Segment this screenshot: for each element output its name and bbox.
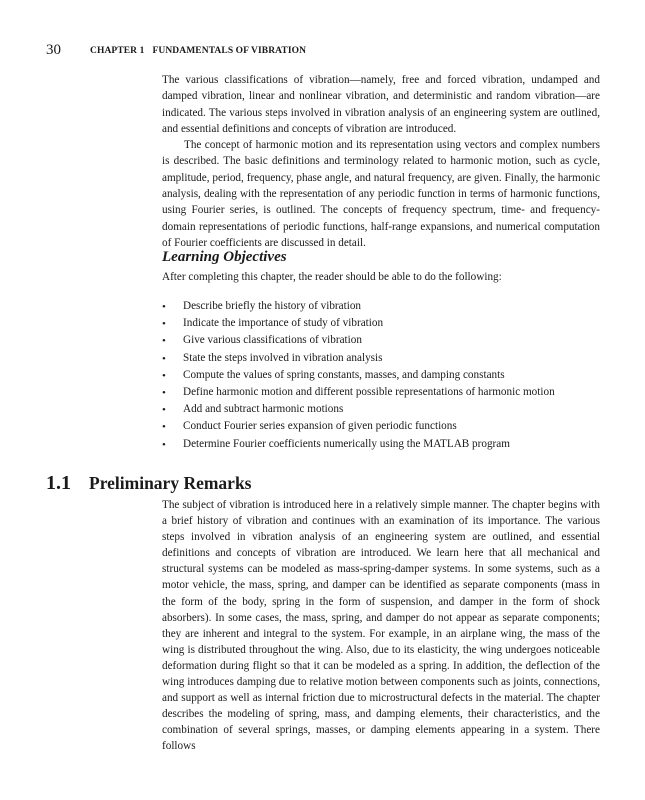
list-item: [162, 385, 600, 402]
list-item-text: Determine Fourier coefficients numerically using the MATLAB program: [183, 437, 510, 450]
section-number: 1.1: [46, 472, 71, 494]
list-item: [162, 437, 600, 454]
intro-paragraph: The concept of harmonic motion and its representation using vectors and complex numbers is described. The basic definitions and terminology related to harmonic motion, such as cycle, amplitude, period, frequency, phase angle, and natural frequency, are given. Finally, the harmonic analysis, dealing with the representation of any periodic function in terms of harmonic functions, using Fourier series, is outlined. The concepts of frequency spectrum, time- and frequency-domain representations of periodic functions, half-range expansions, and numerical computation of Fourier coefficients are discussed in detail.: [162, 139, 600, 249]
bullet-icon: •: [162, 301, 166, 313]
section-body: [162, 497, 600, 755]
list-item-text: Add and subtract harmonic motions: [183, 403, 344, 416]
learning-objectives-list: [162, 299, 600, 454]
list-item: [162, 333, 600, 350]
bullet-icon: •: [162, 386, 166, 399]
chapter-title: FUNDAMENTALS OF VIBRATION: [152, 46, 307, 56]
list-item-text: Describe briefly the history of vibration: [183, 300, 362, 312]
list-item-text: State the steps involved in vibration analysis: [183, 351, 383, 364]
section-heading: [46, 472, 252, 495]
chapter-label: [90, 46, 306, 56]
bullet-icon: •: [162, 421, 166, 434]
chapter-number: CHAPTER 1: [90, 46, 145, 56]
intro-paragraph: The various classifications of vibration—namely, free and forced vibration, undamped and damped vibration, linear and nonlinear vibration, and deterministic and random vibration—are indicated. The various steps involved in vibration analysis of an engineering system are outlined, and essential definitions and concepts of vibration are introduced.: [162, 74, 600, 135]
list-item: [162, 299, 600, 316]
learning-objectives-intro: After completing this chapter, the reader should be able to do the following:: [162, 271, 502, 283]
learning-objectives-heading: Learning Objectives: [162, 249, 287, 265]
list-item: [162, 351, 600, 368]
list-item: [162, 402, 600, 419]
section-paragraph: The subject of vibration is introduced here in a relatively simple manner. The chapter begins with a brief history of vibration and continues with an examination of its importance. The various steps involved in vibration analysis of an engineering system are outlined, and essential definitions and concepts of vibration are introduced. We learn here that all mechanical and structural systems can be modeled as mass-spring-damper systems. In some systems, such as a motor vehicle, the mass, spring, and damper can be identified as separate components (mass in the form of the body, spring in the form of suspension, and damper in the form of shock absorbers). In some cases, the mass, spring, and damper do not appear as separate components; they are inherent and integral to the system. For example, in an airplane wing, the mass of the wing is distributed throughout the wing. Also, due to its elasticity, the wing undergoes noticeable deformation during flight so that it can be modeled as a spring. In addition, the deflection of the wing introduces damping due to relative motion between components such as joints, connections, and support as well as internal friction due to microstructural defects in the material. The chapter describes the modeling of spring, mass, and damping elements, their characteristics, and the combination of several springs, masses, or damping elements appearing in a system. There follows: [162, 499, 600, 753]
bullet-icon: •: [162, 438, 166, 451]
bullet-icon: •: [162, 335, 166, 348]
page-number: 30: [46, 42, 61, 58]
intro-text: [162, 72, 600, 251]
list-item: [162, 368, 600, 385]
list-item-text: Indicate the importance of study of vibration: [183, 317, 384, 330]
bullet-icon: •: [162, 404, 166, 417]
list-item-text: Define harmonic motion and different possible representations of harmonic motion: [183, 385, 555, 398]
list-item: [162, 316, 600, 333]
bullet-icon: •: [162, 352, 166, 365]
list-item: [162, 419, 600, 436]
list-item-text: Compute the values of spring constants, masses, and damping constants: [183, 368, 505, 381]
bullet-icon: •: [162, 369, 166, 382]
running-head: [46, 41, 306, 59]
bullet-icon: •: [162, 318, 166, 331]
list-item-text: Conduct Fourier series expansion of given periodic functions: [183, 420, 457, 433]
list-item-text: Give various classifications of vibration: [183, 334, 362, 347]
section-title: Preliminary Remarks: [89, 473, 252, 493]
